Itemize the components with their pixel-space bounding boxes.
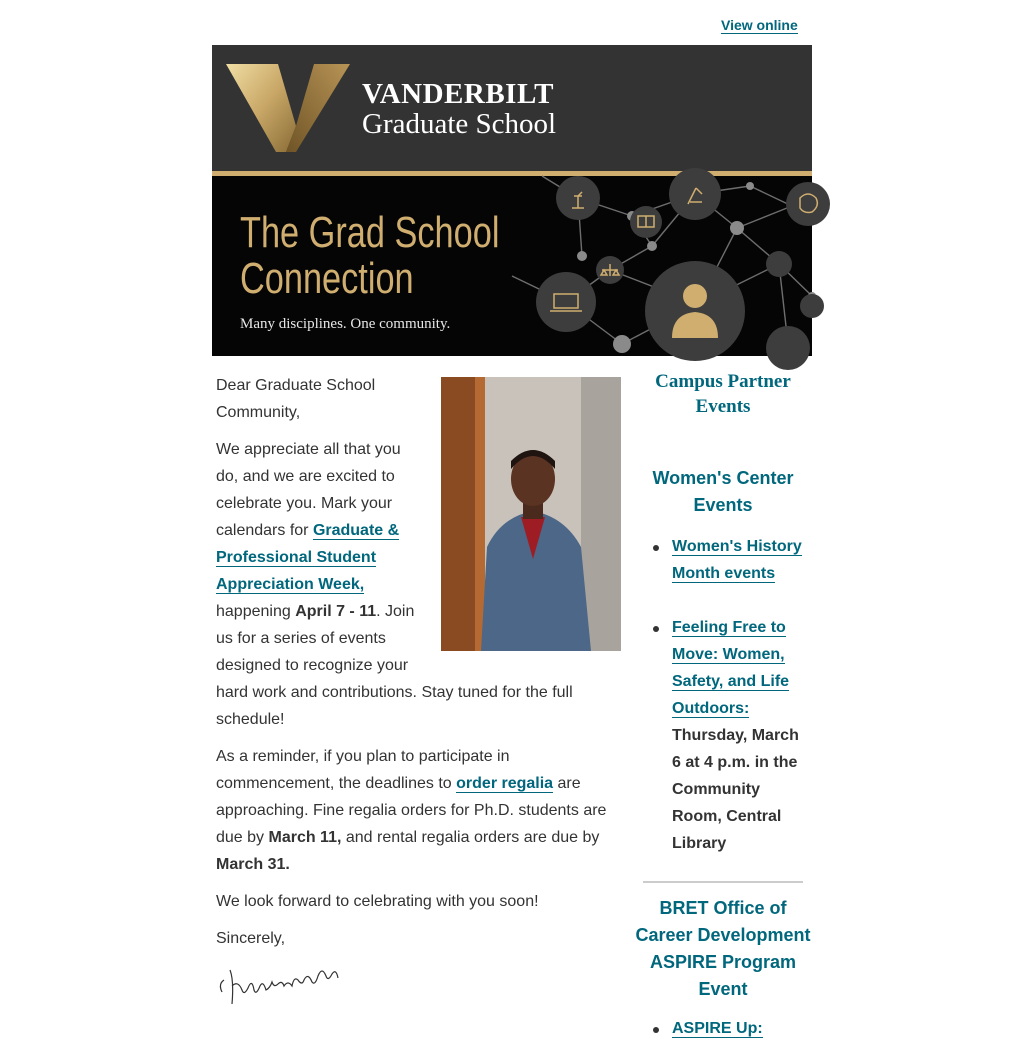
aspire-up-link[interactable]: ASPIRE Up: [672, 1020, 763, 1037]
paragraph-regalia: As a reminder, if you plan to participate in commencement, the deadlines to order regalia are approaching. Fine regalia orders for Ph.D. students are due by March 11, and rental regalia orders are due by March 31. [216, 748, 607, 873]
womens-center-list [634, 533, 812, 857]
banner-title: The Grad School Connection [240, 208, 500, 303]
network-graphic [512, 176, 812, 356]
womens-center-heading: Women's Center Events [652, 468, 794, 515]
paragraph-closing: We look forward to celebrating with you soon! [216, 893, 539, 910]
sidebar-divider [643, 881, 803, 883]
sidebar-title: Campus Partner Events [655, 371, 791, 417]
sidebar [634, 369, 812, 1042]
signature-image [216, 966, 356, 1010]
list-item [634, 614, 812, 857]
newsletter-banner [212, 176, 812, 356]
portrait-photo [441, 377, 621, 651]
header-banner [212, 45, 812, 171]
bret-aspire-heading: BRET Office of Career Development ASPIRE Program Event [635, 898, 811, 999]
banner-tagline: Many disciplines. One community. [240, 316, 451, 332]
brand-name: VANDERBILT [362, 78, 554, 110]
appreciation-week-link[interactable]: Graduate & Professional Student Appreciation Week, [216, 522, 400, 593]
letter-body [216, 372, 608, 1019]
brain-icon [786, 182, 830, 226]
sign-off: Sincerely, [216, 930, 286, 947]
laptop-icon [536, 272, 596, 332]
lab-flask-icon [669, 168, 721, 220]
brand-subtitle: Graduate School [362, 108, 557, 140]
greeting: Dear Graduate School Community, [216, 377, 376, 421]
vanderbilt-v-logo-icon [226, 64, 350, 154]
view-online-link[interactable]: View online [721, 17, 798, 33]
paragraph-appreciation: We appreciate all that you do, and we are excited to celebrate you. Mark your calendars for Graduate & Professional Student Appreciation Week, happening April 7 - 11. Join us for a series of events designed to recognize your hard work and contributions. Stay tuned for the full schedule! [216, 441, 573, 728]
list-item [634, 533, 812, 587]
event-detail: Thursday, March 6 at 4 p.m. in the Community Room, Central Library [672, 727, 799, 852]
feeling-free-to-move-link[interactable]: Feeling Free to Move: Women, Safety, and Life Outdoors: [672, 619, 790, 717]
person-icon [645, 261, 745, 361]
list-item [634, 1015, 812, 1042]
womens-history-month-link[interactable]: Women's History Month events [672, 538, 802, 582]
bret-aspire-list [634, 1015, 812, 1042]
order-regalia-link[interactable]: order regalia [456, 775, 554, 792]
